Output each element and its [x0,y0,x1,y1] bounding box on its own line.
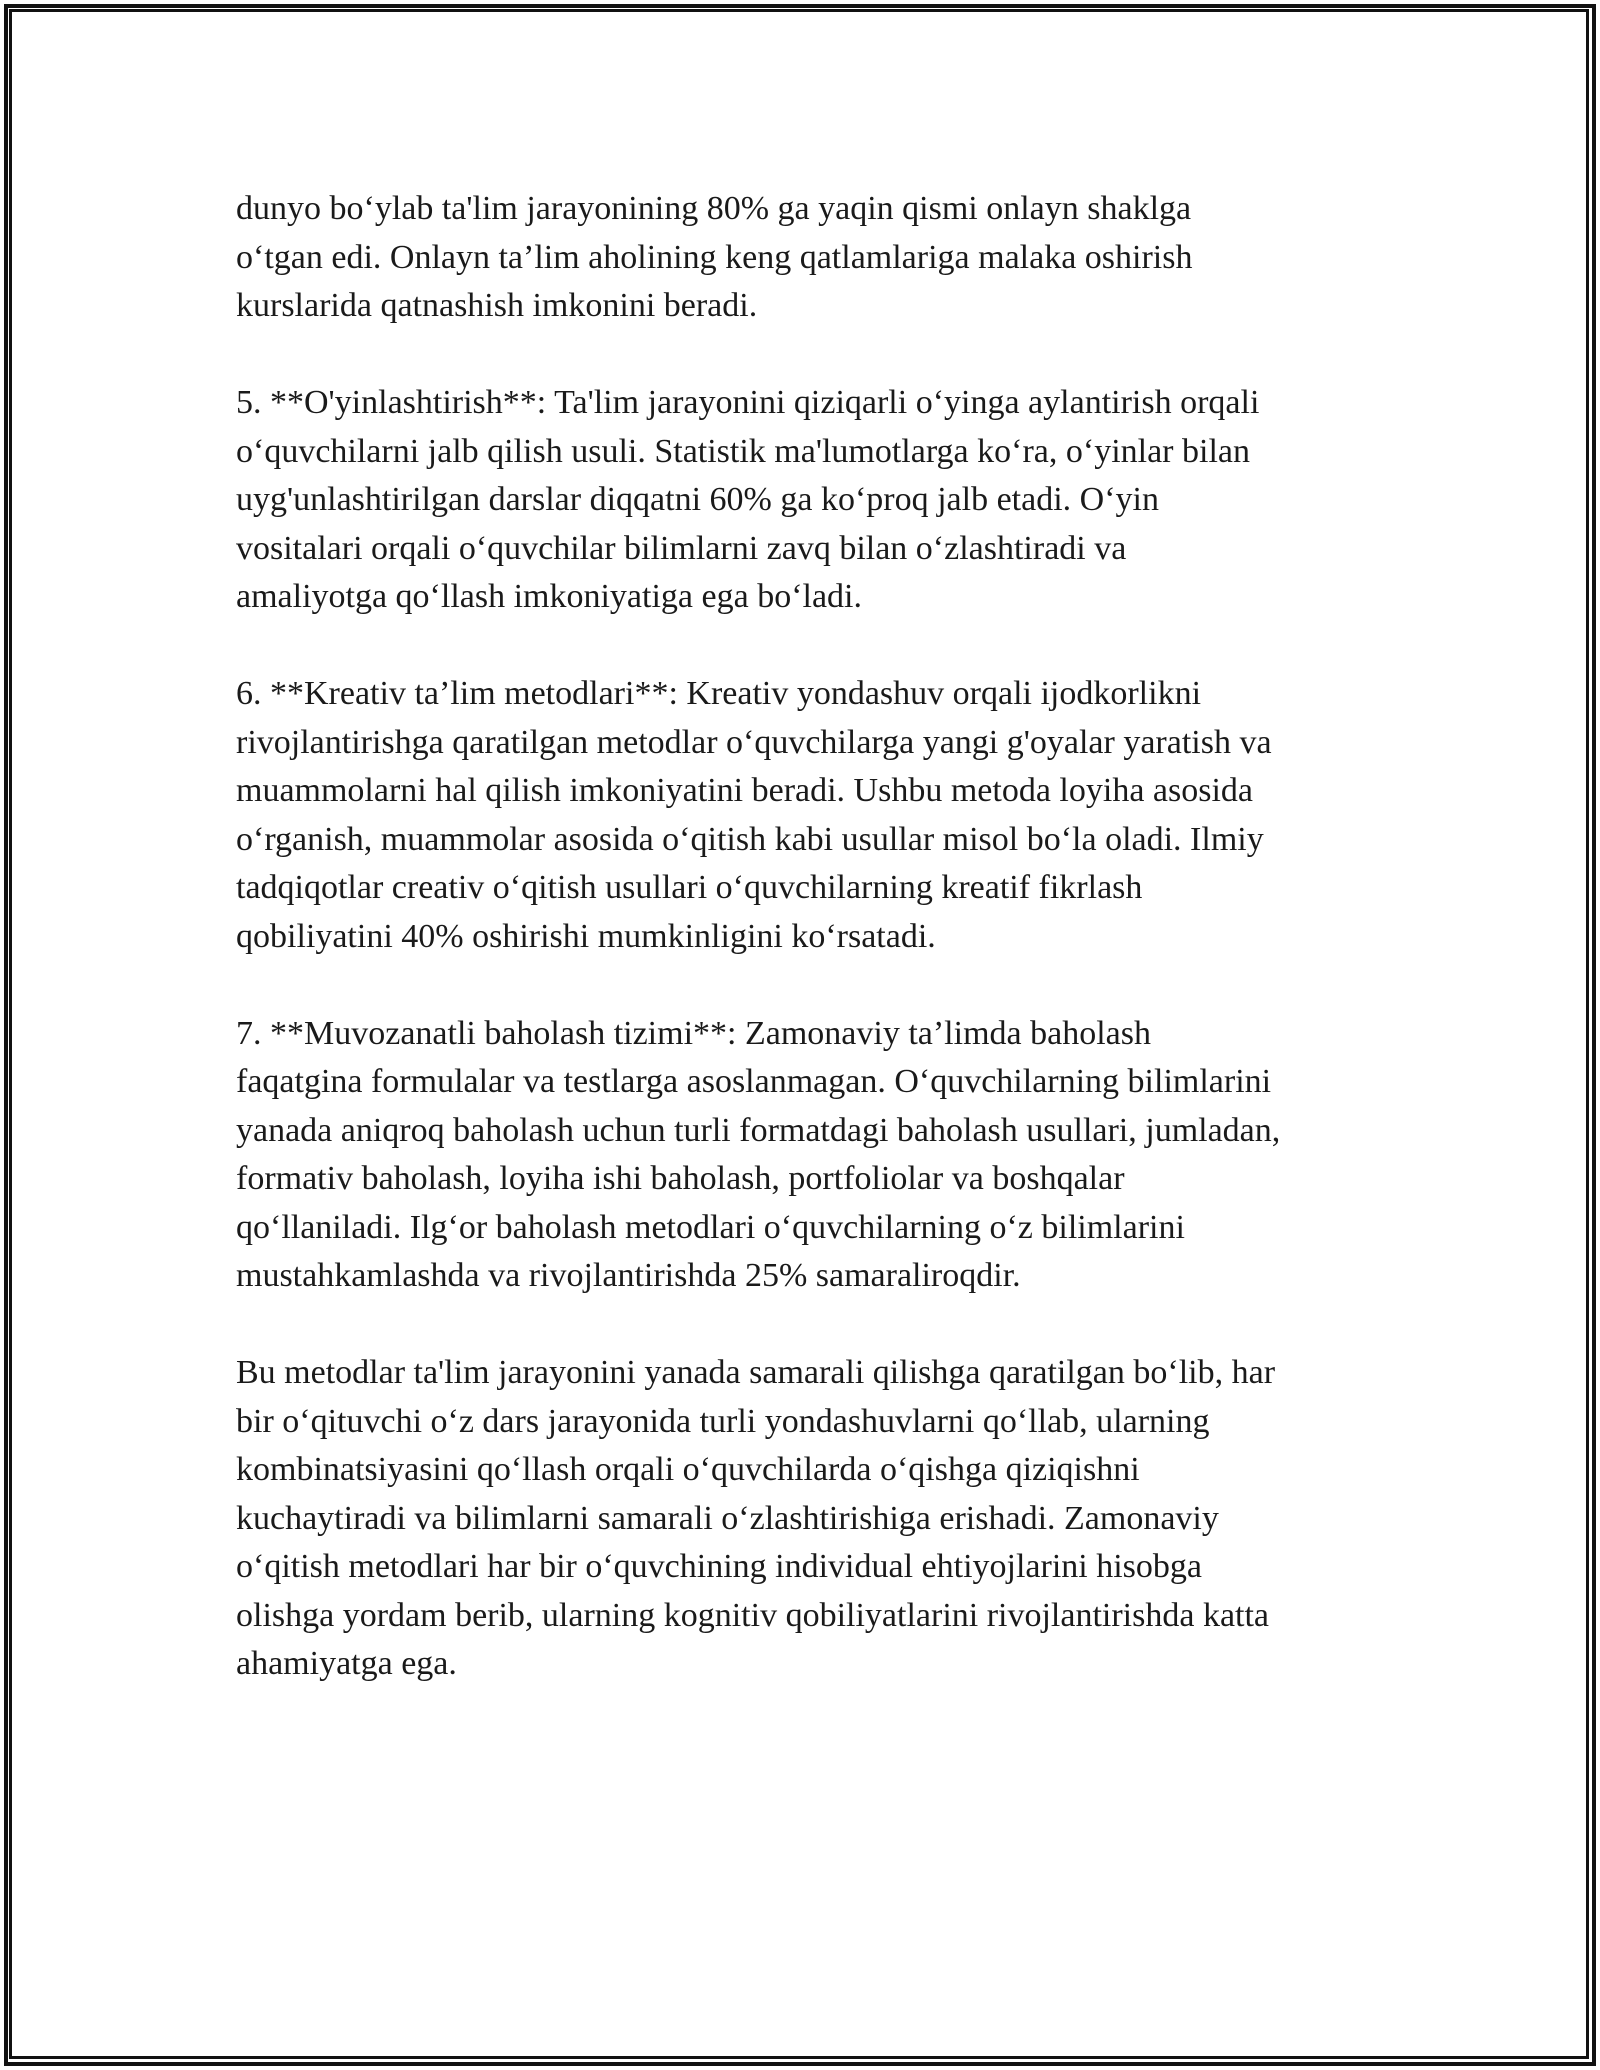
paragraph-creative-methods [236,670,1376,961]
text-line: yanada aniqroq baholash uchun turli formatdagi baholash usullari, jumladan, [236,1111,1281,1149]
text-line: mustahkamlashda va rivojlantirishda 25% samaraliroqdir. [236,1257,1021,1294]
paragraph-gamification [236,379,1376,622]
text-line: o‘rganish, muammolar asosida o‘qitish kabi usullar misol bo‘la oladi. Ilmiy [236,820,1264,858]
text-line: o‘quvchilarni jalb qilish usuli. Statistik ma'lumotlarga ko‘ra, o‘yinlar bilan [236,432,1250,470]
text-line: muammolarni hal qilish imkoniyatini beradi. Ushbu metoda loyiha asosida [236,772,1253,809]
paragraph-online-learning [236,185,1376,331]
text-line: Bu metodlar ta'lim jarayonini yanada samarali qilishga qaratilgan bo‘lib, har [236,1354,1276,1391]
text-line: 5. **O'yinlashtirish**: Ta'lim jarayonini qiziqarli o‘yinga aylantirish orqali [236,384,1260,421]
text-line: amaliyotga qo‘llash imkoniyatiga ega bo‘ladi. [236,578,862,615]
text-line: qobiliyatini 40% oshirishi mumkinligini ko‘rsatadi. [236,917,936,955]
paragraph-assessment-system [236,1010,1376,1301]
text-line: o‘tgan edi. Onlayn ta’lim aholining keng qatlamlariga malaka oshirish [236,238,1193,276]
text-line: vositalari orqali o‘quvchilar bilimlarni zavq bilan o‘zlashtiradi va [236,529,1127,567]
text-line: o‘qitish metodlari har bir o‘quvchining individual ehtiyojlarini hisobga [236,1548,1202,1585]
paragraph-conclusion [236,1349,1376,1689]
text-line: dunyo bo‘ylab ta'lim jarayonining 80% ga yaqin qismi onlayn shaklga [236,190,1192,227]
text-line: qo‘llaniladi. Ilg‘or baholash metodlari o‘quvchilarning o‘z bilimlarini [236,1208,1185,1246]
text-line: olishga yordam berib, ularning kognitiv qobiliyatlarini rivojlantirishda katta [236,1596,1270,1634]
text-line: bir o‘qituvchi o‘z dars jarayonida turli yondashuvlarni qo‘llab, ularning [236,1402,1210,1440]
text-line: 7. **Muvozanatli baholash tizimi**: Zamonaviy ta’limda baholash [236,1014,1151,1052]
text-line: ahamiyatga ega. [236,1645,457,1682]
text-line: uyg'unlashtirilgan darslar diqqatni 60% ga ko‘proq jalb etadi. O‘yin [236,481,1159,518]
text-line: kombinatsiyasini qo‘llash orqali o‘quvchilarda o‘qishga qiziqishni [236,1451,1140,1488]
text-line: faqatgina formulalar va testlarga asoslanmagan. O‘quvchilarning bilimlarini [236,1063,1272,1100]
text-line: kuchaytiradi va bilimlarni samarali o‘zlashtirishiga erishadi. Zamonaviy [236,1499,1219,1537]
text-line: rivojlantirishga qaratilgan metodlar o‘quvchilarga yangi g'oyalar yaratish va [236,723,1272,761]
text-line: kurslarida qatnashish imkonini beradi. [236,287,758,324]
text-line: formativ baholash, loyiha ishi baholash, portfoliolar va boshqalar [236,1160,1125,1197]
document-body [236,185,1376,1737]
text-line: tadqiqotlar creativ o‘qitish usullari o‘quvchilarning kreatif fikrlash [236,869,1143,906]
text-line: 6. **Kreativ ta’lim metodlari**: Kreativ yondashuv orqali ijodkorlikni [236,675,1202,712]
